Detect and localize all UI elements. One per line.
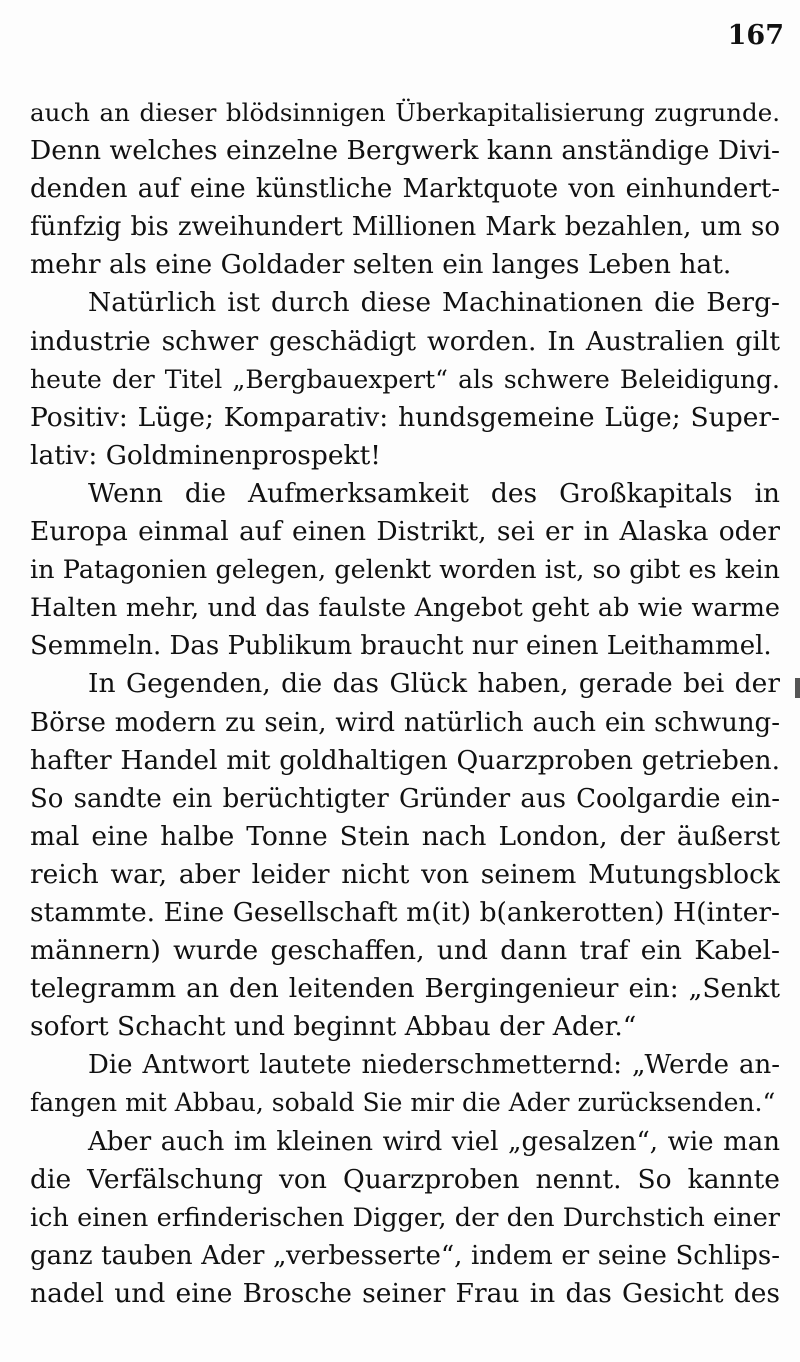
text-line: ganz tauben Ader „verbesserte“, indem er seine Schlips- xyxy=(30,1240,780,1271)
text-line: nadel und eine Brosche seiner Frau in das Gesicht des xyxy=(30,1277,780,1309)
text-line: Halten mehr, und das faulste Angebot geht ab wie warme xyxy=(30,593,780,624)
text-line: fünfzig bis zweihundert Millionen Mark bezahlen, um so xyxy=(30,212,780,243)
text-line: Wenn die Aufmerksamkeit des Großkapitals in xyxy=(88,477,780,509)
text-line: lativ: Goldminenprospekt! xyxy=(30,439,381,471)
text-line: Natürlich ist durch diese Machinationen die Berg- xyxy=(88,287,780,319)
text-line: die Verfälschung von Quarzproben nennt. So kannte xyxy=(30,1163,780,1195)
text-line: Die Antwort lautete niederschmetternd: „Werde an- xyxy=(88,1050,780,1081)
text-line: heute der Titel „Bergbauexpert“ als schwere Beleidigung. xyxy=(30,364,780,394)
text-line: So sandte ein berüchtigter Gründer aus Coolgardie ein- xyxy=(30,783,780,814)
text-line: Semmeln. Das Publikum braucht nur einen Leithammel. xyxy=(30,631,772,662)
text-line: männern) wurde geschaffen, und dann traf ein Kabel- xyxy=(30,935,780,967)
text-line: Europa einmal auf einen Distrikt, sei er in Alaska oder xyxy=(30,516,780,548)
text-line: Positiv: Lüge; Komparativ: hundsgemeine Lüge; Super- xyxy=(30,401,780,433)
text-line: stammte. Eine Gesellschaft m(it) b(ankerotten) H(inter- xyxy=(30,896,780,928)
scan-edge-mark xyxy=(795,678,800,698)
text-line: ich einen erfinderischen Digger, der den Durchstich einer xyxy=(30,1202,780,1233)
text-line: Denn welches einzelne Bergwerk kann anständige Divi- xyxy=(30,135,780,167)
text-line: mal eine halbe Tonne Stein nach London, der äußerst xyxy=(30,820,780,852)
text-line: Börse modern zu sein, wird natürlich auch ein schwung- xyxy=(30,707,780,738)
page-number: 167 xyxy=(727,20,784,51)
text-line: hafter Handel mit goldhaltigen Quarzproben getrieben. xyxy=(30,744,780,776)
text-line: denden auf eine künstliche Marktquote von einhundert- xyxy=(30,174,780,205)
text-line: auch an dieser blödsinnigen Überkapitalisierung zugrunde. xyxy=(30,98,780,127)
text-line: in Patagonien gelegen, gelenkt worden ist, so gibt es kein xyxy=(30,555,780,586)
text-line: fangen mit Abbau, sobald Sie mir die Ader zurücksenden.“ xyxy=(30,1088,776,1118)
text-line: sofort Schacht und beginnt Abbau der Ader.“ xyxy=(30,1011,637,1043)
text-line: telegramm an den leitenden Bergingenieur ein: „Senkt xyxy=(30,973,780,1005)
text-line: reich war, aber leider nicht von seinem Mutungsblock xyxy=(30,858,780,890)
body-text xyxy=(30,94,780,1313)
text-line: Aber auch im kleinen wird viel „gesalzen“, wie man xyxy=(88,1126,780,1157)
text-line: In Gegenden, die das Glück haben, gerade bei der xyxy=(88,668,780,700)
text-line: mehr als eine Goldader selten ein langes Leben hat. xyxy=(30,249,732,281)
text-line: industrie schwer geschädigt worden. In Australien gilt xyxy=(30,325,780,357)
